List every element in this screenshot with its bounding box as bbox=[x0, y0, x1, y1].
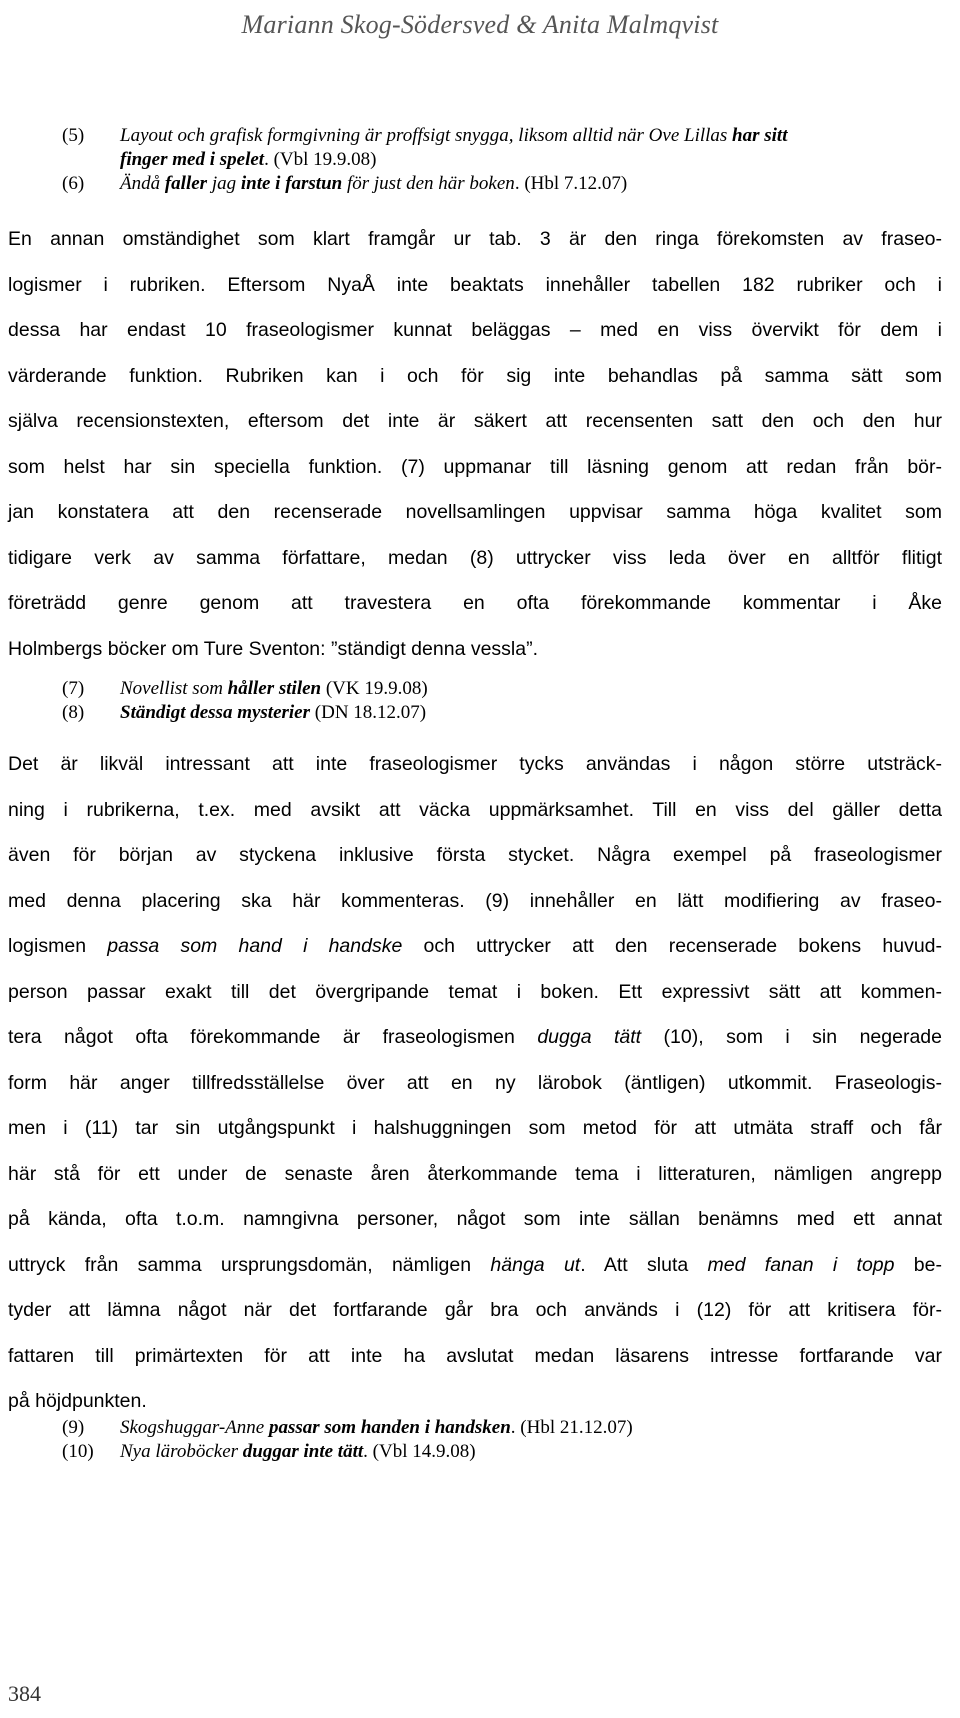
example-number: (7) bbox=[62, 678, 85, 699]
text-segment: passa som hand i handske bbox=[107, 935, 403, 957]
text-line bbox=[8, 1334, 942, 1380]
text-segment: med fanan i topp bbox=[707, 1253, 895, 1276]
text-line: logismer i rubriken. Eftersom NyaÅ inte beaktats innehåller tabellen 182 rubriker och i bbox=[8, 273, 942, 296]
text-segment: (10), som i sin negerade bbox=[641, 1026, 942, 1048]
example-number: (8) bbox=[62, 702, 85, 723]
body-paragraph-2 bbox=[8, 742, 942, 1425]
example-item bbox=[62, 1416, 942, 1440]
text-line: själva recensionstexten, eftersom det inte är säkert att recensenten satt den och den hur bbox=[8, 410, 942, 432]
example-item bbox=[62, 677, 942, 701]
text-line bbox=[8, 970, 942, 1016]
text-segment: även för början av styckena inklusive första stycket. Några exempel på fraseologismer bbox=[8, 844, 942, 866]
example-segment: (DN 18.12.07) bbox=[310, 702, 427, 723]
text-segment: men i (11) tar sin utgångspunkt i halshuggningen som metod för att utmäta straff och får bbox=[8, 1117, 942, 1139]
text-line bbox=[8, 1243, 942, 1289]
example-segment: Nya läroböcker bbox=[120, 1441, 243, 1462]
example-segment: finger med i spelet bbox=[120, 149, 265, 170]
example-number: (5) bbox=[62, 125, 85, 146]
text-line: jan konstatera att den recenserade novellsamlingen uppvisar samma höga kvalitet som bbox=[8, 501, 942, 523]
example-text bbox=[120, 701, 942, 725]
example-number: (6) bbox=[62, 173, 85, 194]
text-segment: . Att sluta bbox=[580, 1253, 708, 1276]
example-segment: faller bbox=[164, 173, 208, 194]
text-line: tidigare verk av samma författare, medan (8) uttrycker viss leda över en alltför flitigt bbox=[8, 546, 942, 569]
text-line bbox=[8, 1106, 942, 1152]
text-line bbox=[8, 1197, 942, 1243]
example-segment: för just den här boken bbox=[342, 173, 515, 194]
text-segment: tyder att lämna något när det fortfarande går bra och används i (12) för att kritisera för- bbox=[8, 1299, 942, 1321]
text-line bbox=[8, 742, 942, 788]
text-segment: dugga tätt bbox=[537, 1026, 642, 1048]
example-text bbox=[120, 677, 942, 701]
text-line bbox=[8, 1288, 942, 1334]
example-item bbox=[62, 1440, 942, 1464]
example-segment: jag bbox=[207, 173, 241, 194]
example-block-middle bbox=[62, 677, 942, 725]
text-line: som helst har sin speciella funktion. (7) uppmanar till läsning genom att redan från bör- bbox=[8, 455, 942, 478]
example-segment: Ändå bbox=[120, 173, 165, 194]
example-segment: duggar inte tätt bbox=[242, 1441, 364, 1462]
text-segment: med denna placering ska här kommenteras. (9) innehåller en lätt modifiering av fraseo- bbox=[8, 889, 942, 912]
example-segment: . (Hbl 7.12.07) bbox=[514, 173, 628, 194]
example-segment: . (Vbl 19.9.08) bbox=[264, 149, 377, 170]
text-segment: uttryck från samma ursprungsdomän, nämligen bbox=[8, 1253, 491, 1276]
example-text bbox=[120, 1416, 942, 1440]
text-segment: ning i rubrikerna, t.ex. med avsikt att väcka uppmärksamhet. Till en viss del gäller detta bbox=[8, 798, 942, 821]
text-segment: be- bbox=[894, 1253, 942, 1276]
text-segment: fattaren till primärtexten för att inte ha avslutat medan läsarens intresse fortfarande var bbox=[8, 1344, 942, 1367]
example-segment: Skogshuggar-Anne bbox=[120, 1417, 269, 1438]
example-block-bottom bbox=[62, 1416, 942, 1464]
text-segment: hänga ut bbox=[490, 1253, 581, 1276]
text-line bbox=[8, 833, 942, 879]
example-item bbox=[62, 172, 942, 196]
text-line bbox=[8, 1015, 942, 1061]
page-number: 384 bbox=[8, 1681, 41, 1706]
body-paragraph-1 bbox=[8, 217, 942, 672]
text-segment: form här anger tillfredsställelse över att en ny lärobok (äntligen) utkommit. Fraseologis- bbox=[8, 1071, 942, 1094]
example-block-top bbox=[62, 124, 942, 196]
example-number: (10) bbox=[62, 1441, 94, 1462]
example-text bbox=[120, 124, 942, 148]
example-text bbox=[120, 1440, 942, 1464]
running-header: Mariann Skog-Södersved & Anita Malmqvist bbox=[241, 10, 719, 39]
example-item bbox=[62, 124, 942, 148]
example-segment: har sitt bbox=[732, 125, 788, 146]
text-segment: logismen bbox=[8, 935, 108, 957]
example-segment: håller stilen bbox=[227, 678, 322, 699]
text-line: värderande funktion. Rubriken kan i och för sig inte behandlas på samma sätt som bbox=[8, 364, 942, 387]
example-segment: Novellist som bbox=[120, 678, 228, 699]
text-segment: Det är likväl intressant att inte fraseologismer tycks användas i någon större utsträck- bbox=[8, 753, 942, 775]
text-line bbox=[8, 924, 942, 970]
example-segment: Ständigt dessa mysterier bbox=[120, 702, 311, 723]
text-line bbox=[8, 1061, 942, 1107]
example-item bbox=[62, 701, 942, 725]
text-line bbox=[8, 879, 942, 925]
text-line: dessa har endast 10 fraseologismer kunnat beläggas – med en viss övervikt för dem i bbox=[8, 319, 942, 341]
example-number: (9) bbox=[62, 1417, 85, 1438]
text-line: En annan omständighet som klart framgår ur tab. 3 är den ringa förekomsten av fraseo- bbox=[8, 228, 942, 250]
text-segment: och uttrycker att den recenserade bokens huvud- bbox=[402, 935, 942, 957]
text-line bbox=[8, 1152, 942, 1198]
text-segment: på höjdpunkten. bbox=[8, 1390, 147, 1412]
text-line bbox=[8, 788, 942, 834]
example-segment: . (Vbl 14.9.08) bbox=[363, 1441, 476, 1462]
example-segment: inte i farstun bbox=[240, 173, 343, 194]
example-continuation bbox=[62, 148, 942, 172]
text-segment: här stå för ett under de senaste åren återkommande tema i litteraturen, nämligen angrepp bbox=[8, 1162, 942, 1185]
text-line: Holmbergs böcker om Ture Sventon: ”ständigt denna vessla”. bbox=[8, 637, 539, 660]
example-text bbox=[120, 172, 942, 196]
text-segment: person passar exakt till det övergripande temat i boken. Ett expressivt sätt att kommen- bbox=[8, 980, 942, 1003]
text-segment: på kända, ofta t.o.m. namngivna personer, något som inte sällan benämns med ett annat bbox=[8, 1208, 942, 1230]
text-segment: tera något ofta förekommande är fraseologismen bbox=[8, 1026, 538, 1048]
example-segment: (VK 19.9.08) bbox=[321, 678, 428, 699]
example-segment: Layout och grafisk formgivning är proffsigt snygga, liksom alltid när Ove Lillas bbox=[120, 125, 733, 146]
text-line: företrädd genre genom att travestera en ofta förekommande kommentar i Åke bbox=[8, 592, 942, 614]
example-segment: . (Hbl 21.12.07) bbox=[510, 1417, 633, 1438]
example-segment: passar som handen i handsken bbox=[268, 1417, 511, 1438]
